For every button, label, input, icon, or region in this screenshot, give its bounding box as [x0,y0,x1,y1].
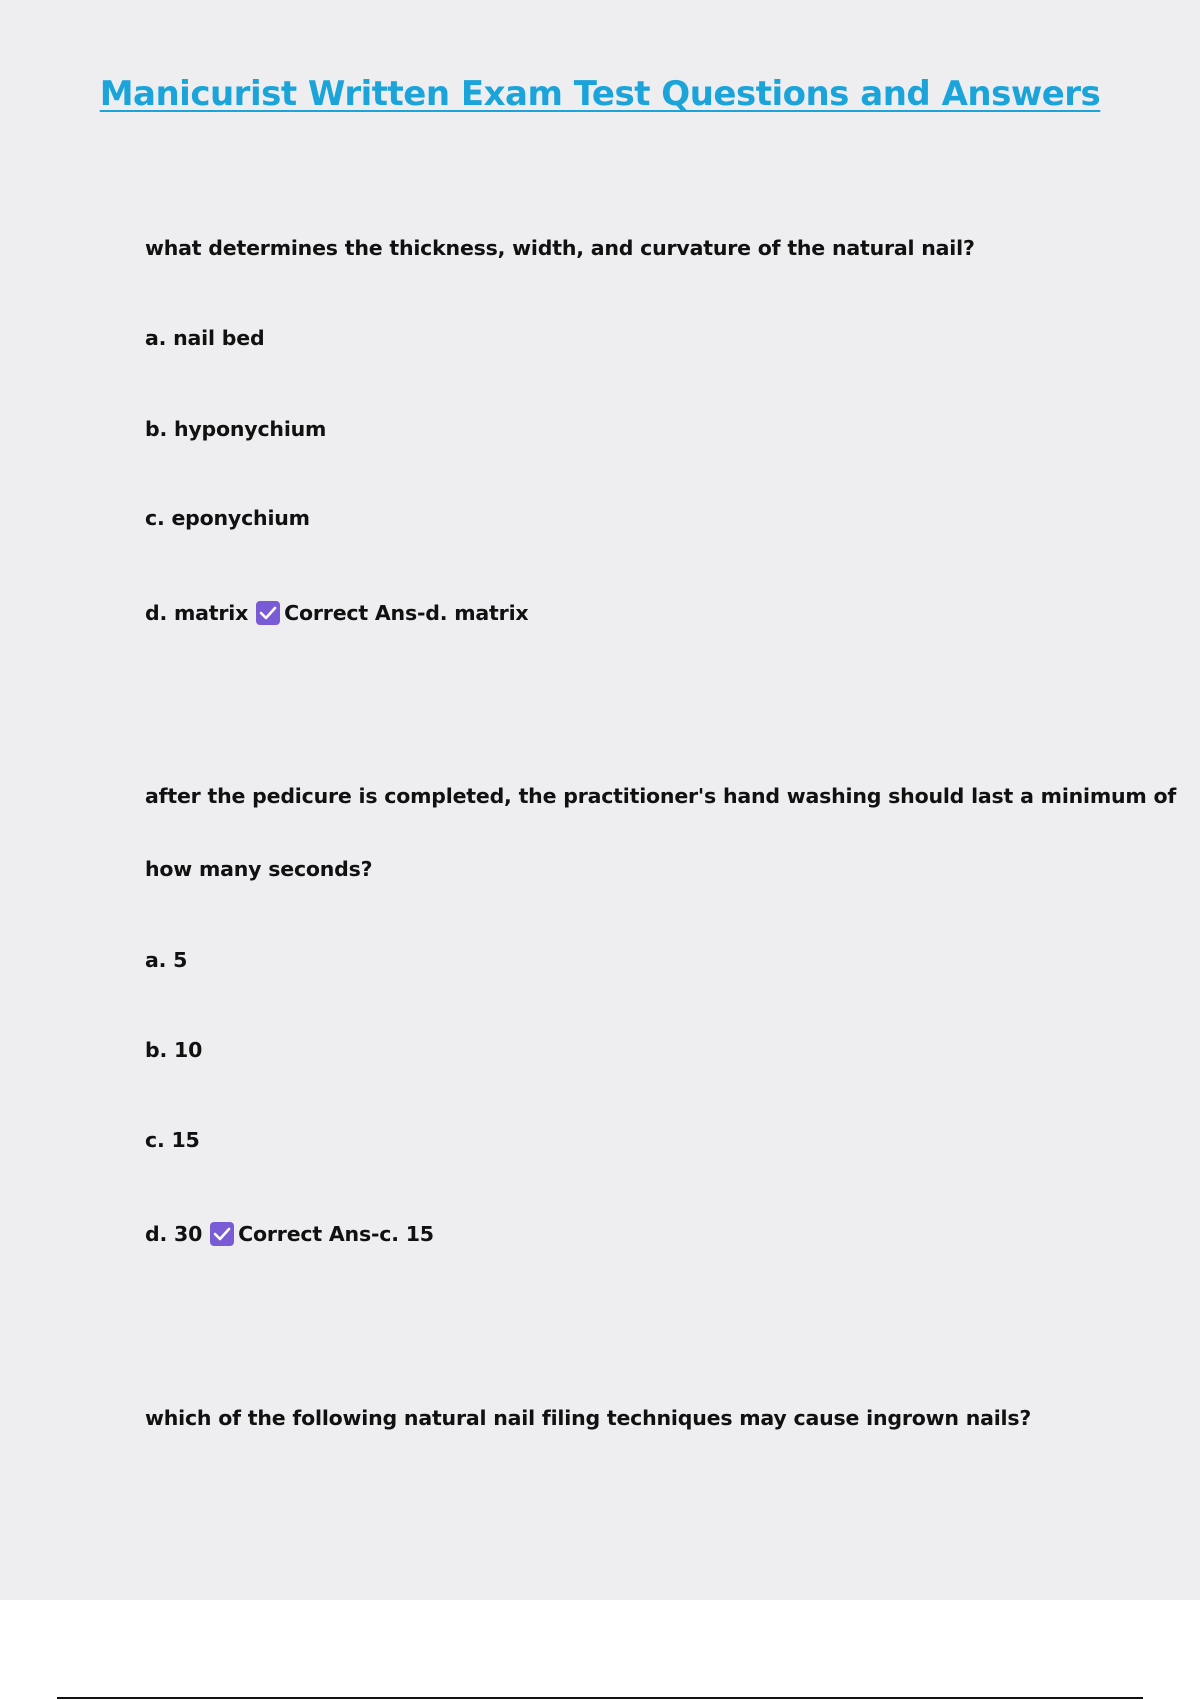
question-1-option-d: d. matrix [145,601,249,625]
question-1-option-c: c. eponychium [145,506,310,530]
checkbox-check-icon [210,1222,234,1246]
question-2-option-a: a. 5 [145,948,188,972]
question-2-option-d: d. 30 [145,1222,203,1246]
question-1-text: what determines the thickness, width, and curvature of the natural nail? [145,236,975,260]
question-1-answer: Correct Ans-d. matrix [284,601,529,625]
question-1-option-a: a. nail bed [145,326,265,350]
question-3-text: which of the following natural nail filing techniques may cause ingrown nails? [145,1406,1032,1430]
document-title: Manicurist Written Exam Test Questions and Answers [99,74,1101,114]
checkbox-check-icon [256,601,280,625]
question-2-option-d-row [145,1222,434,1246]
question-2-answer: Correct Ans-c. 15 [238,1222,434,1246]
question-2-text-line-1: after the pedicure is completed, the practitioner's hand washing should last a minimum of [145,784,1177,808]
question-2-text-line-2: how many seconds? [145,857,373,881]
question-2-option-b: b. 10 [145,1038,203,1062]
footer-divider [57,1697,1143,1699]
question-1-option-b: b. hyponychium [145,417,327,441]
question-1-option-d-row [145,601,528,625]
question-2-option-c: c. 15 [145,1128,200,1152]
